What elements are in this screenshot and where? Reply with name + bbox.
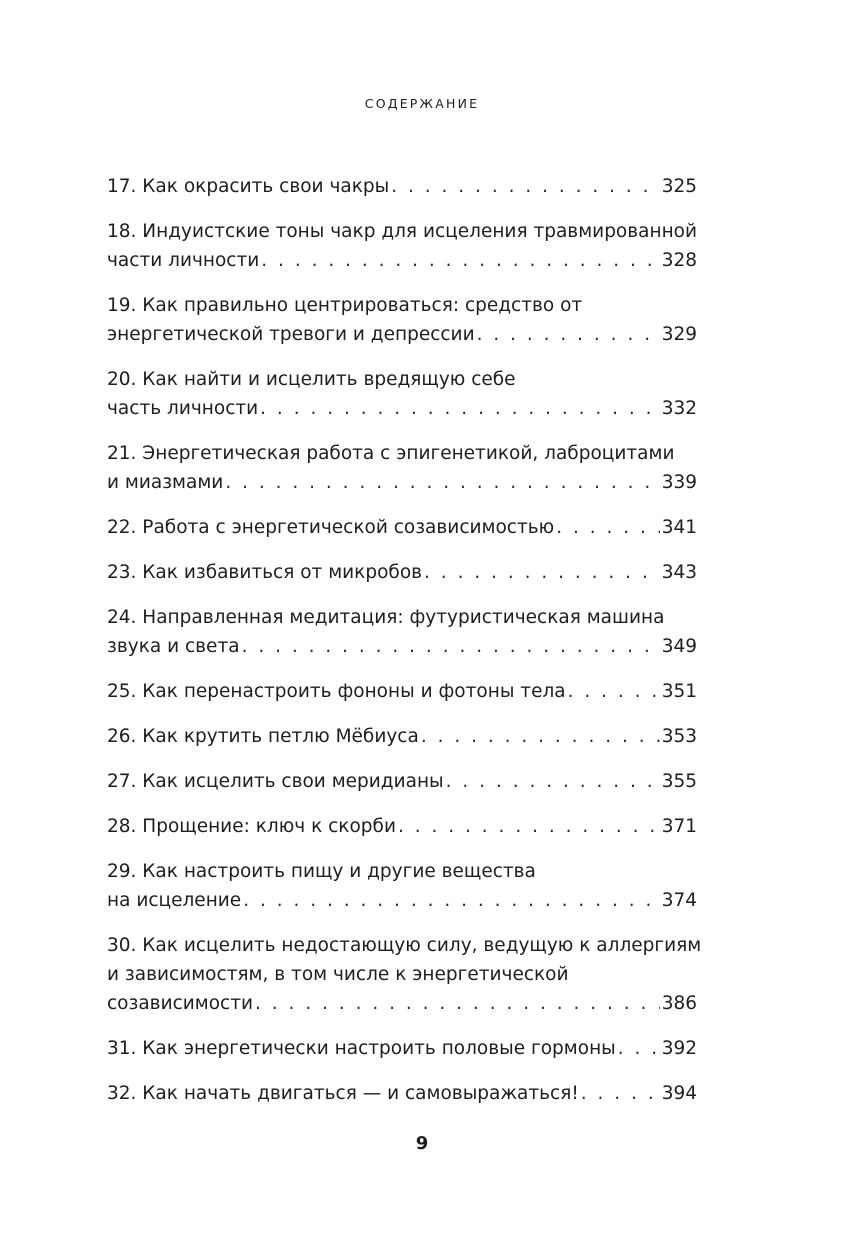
toc-page-number: 355 <box>661 771 697 792</box>
toc-page-number: 394 <box>661 1083 697 1104</box>
toc-page-number: 332 <box>661 398 697 419</box>
toc-entry-title: 29. Как настроить пищу и другие вещества <box>107 861 536 882</box>
toc-entry-line <box>107 767 697 796</box>
toc-entry-title: 27. Как исцелить свои меридианы <box>107 771 444 792</box>
toc-entry-title: части личности <box>107 250 260 271</box>
toc-entry-line <box>107 677 697 706</box>
toc-entry <box>107 172 697 201</box>
toc-entry <box>107 767 697 796</box>
toc-entry-title: 26. Как крутить петлю Мёбиуса <box>107 726 419 747</box>
dot-leader <box>424 558 660 587</box>
toc-entry-line <box>107 246 697 275</box>
toc-page-number: 353 <box>661 726 697 747</box>
toc-entry-line <box>107 1034 697 1063</box>
toc-page-number: 392 <box>661 1038 697 1059</box>
dot-leader <box>243 886 659 915</box>
dot-leader <box>260 394 660 423</box>
toc-entry-title: 32. Как начать двигаться — и самовыражаться! <box>107 1083 579 1104</box>
toc-entry-title: 18. Индуистские тоны чакр для исцеления травмированной <box>107 221 698 242</box>
dot-leader <box>477 320 660 349</box>
toc-page-number: 349 <box>661 636 697 657</box>
toc-entry-line <box>107 722 697 751</box>
toc-entry <box>107 931 702 1018</box>
toc-entry-title: 25. Как перенастроить фононы и фотоны тела <box>107 681 566 702</box>
dot-leader <box>225 468 659 497</box>
toc-page-number: 328 <box>661 250 697 271</box>
toc-entry-title: 22. Работа с энергетической созависимостью <box>107 517 555 538</box>
toc-entry-title: 23. Как избавиться от микробов <box>107 562 423 583</box>
toc-entry-line <box>107 320 697 349</box>
toc-entry-line <box>107 172 697 201</box>
toc-page-number: 325 <box>661 176 697 197</box>
toc-entry <box>107 603 697 661</box>
toc-entry <box>107 439 697 497</box>
dot-leader <box>568 677 660 706</box>
toc-page-number: 371 <box>661 816 697 837</box>
toc-entry <box>107 291 697 349</box>
dot-leader <box>255 989 660 1018</box>
toc-entry <box>107 1034 697 1063</box>
toc-entry <box>107 513 697 542</box>
toc-entry-line <box>107 558 697 587</box>
toc-entry <box>107 722 697 751</box>
toc-entry <box>107 1079 697 1108</box>
toc-entry-title: созависимости <box>107 993 254 1014</box>
toc-entry-line <box>107 468 697 497</box>
toc-entry <box>107 857 697 915</box>
table-of-contents <box>107 172 702 1108</box>
toc-page-number: 329 <box>661 324 697 345</box>
toc-entry-title: 31. Как энергетически настроить половые гормоны <box>107 1038 616 1059</box>
toc-entry-title: звука и света <box>107 636 240 657</box>
dot-leader <box>556 513 659 542</box>
toc-entry <box>107 365 697 423</box>
page-number: 9 <box>415 1133 429 1154</box>
toc-entry <box>107 558 697 587</box>
dot-leader <box>242 632 660 661</box>
toc-entry-title: и миазмами <box>107 472 224 493</box>
toc-entry-title: и зависимостям, в том числе к энергетической <box>107 964 569 985</box>
toc-entry-title: 19. Как правильно центрироваться: средство от <box>107 295 583 316</box>
toc-entry-line <box>107 513 697 542</box>
dot-leader <box>261 246 659 275</box>
toc-entry-title: 20. Как найти и исцелить вредящую себе <box>107 369 516 390</box>
toc-entry-line <box>107 632 697 661</box>
toc-entry <box>107 812 697 841</box>
toc-entry <box>107 677 697 706</box>
toc-entry-title: 30. Как исцелить недостающую силу, ведущую к аллергиям <box>107 935 702 956</box>
toc-entry-line <box>107 812 697 841</box>
toc-page-number: 341 <box>661 517 697 538</box>
dot-leader <box>618 1034 660 1063</box>
toc-page-number: 374 <box>661 890 697 911</box>
toc-entry-line <box>107 886 697 915</box>
toc-page-number: 351 <box>661 681 697 702</box>
toc-entry-title: на исцеление <box>107 890 242 911</box>
toc-entry <box>107 217 697 275</box>
dot-leader <box>421 722 660 751</box>
dot-leader <box>581 1079 660 1108</box>
toc-entry-title: часть личности <box>107 398 259 419</box>
toc-page-number: 339 <box>661 472 697 493</box>
dot-leader <box>446 767 660 796</box>
toc-entry-title: 17. Как окрасить свои чакры <box>107 176 390 197</box>
toc-entry-title: 24. Направленная медитация: футуристическая машина <box>107 607 665 628</box>
toc-entry-title: 21. Энергетическая работа с эпигенетикой, лаброцитами <box>107 443 675 464</box>
toc-entry-line <box>107 394 697 423</box>
running-header: СОДЕРЖАНИЕ <box>364 96 480 111</box>
toc-entry-line <box>107 989 697 1018</box>
toc-entry-title: энергетической тревоги и депрессии <box>107 324 475 345</box>
toc-page-number: 386 <box>661 993 697 1014</box>
toc-page-number: 343 <box>661 562 697 583</box>
dot-leader <box>398 812 660 841</box>
dot-leader <box>391 172 659 201</box>
toc-entry-line <box>107 1079 697 1108</box>
toc-entry-title: 28. Прощение: ключ к скорби <box>107 816 396 837</box>
